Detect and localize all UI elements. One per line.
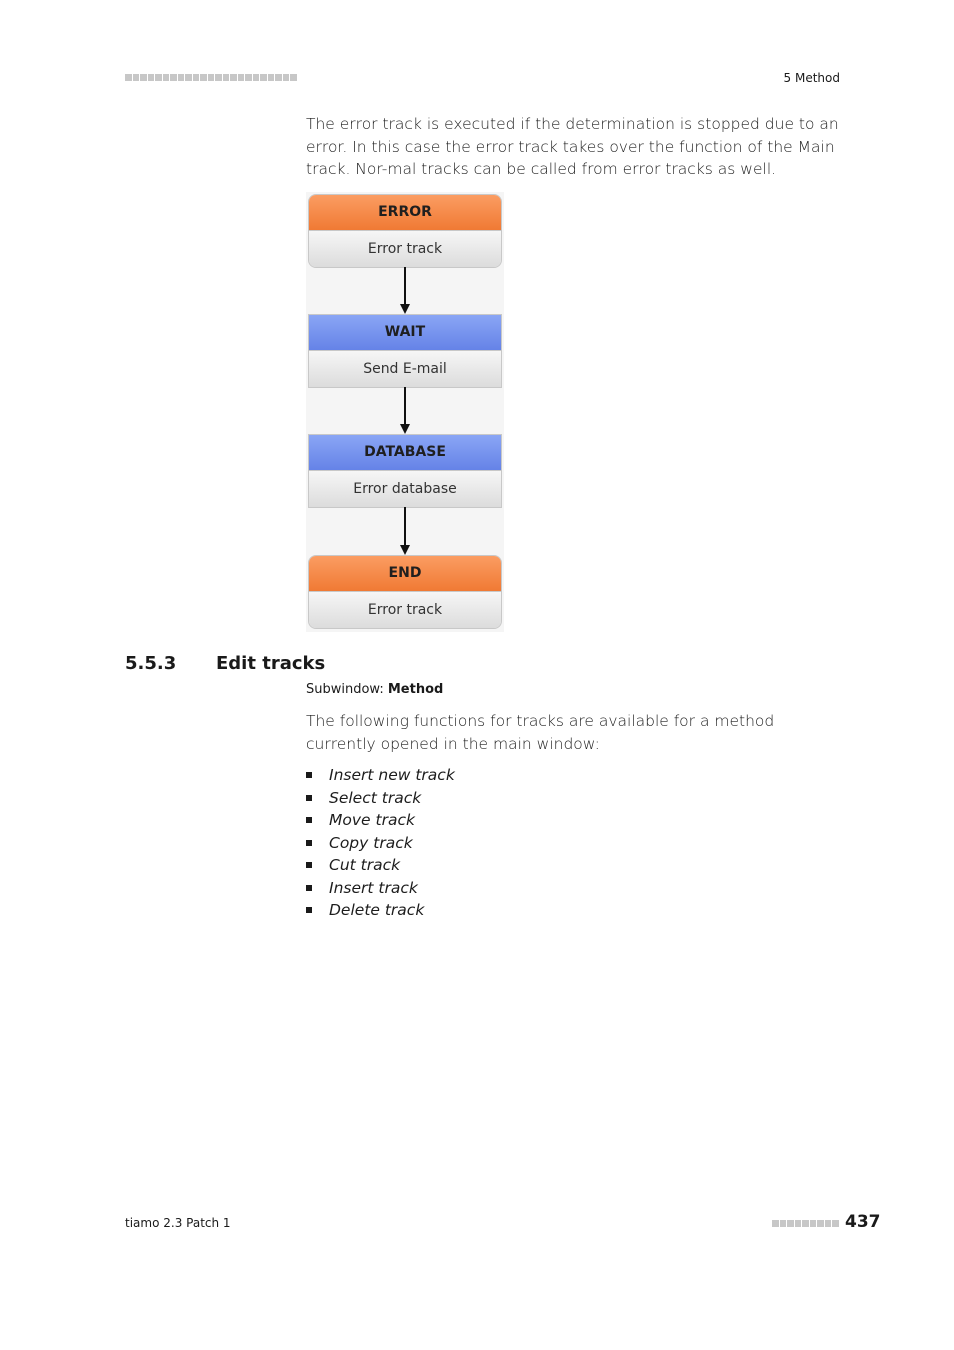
list-item-text: Move track — [329, 811, 415, 830]
flow-node-command: WAIT — [309, 315, 501, 350]
list-item-text: Cut track — [329, 856, 401, 875]
bullet-icon — [306, 862, 312, 868]
subwindow-label: Subwindow: — [306, 682, 384, 697]
list-item — [306, 877, 455, 900]
footer-product: tiamo 2.3 Patch 1 — [125, 1216, 231, 1230]
header-decoration — [125, 74, 297, 81]
flow-connector — [404, 267, 406, 304]
flow-connector — [404, 387, 406, 424]
bullet-icon — [306, 817, 312, 823]
list-item-text: Delete track — [329, 901, 425, 920]
flow-node-command: DATABASE — [309, 435, 501, 470]
list-item — [306, 809, 455, 832]
list-item — [306, 764, 455, 787]
subwindow-value: Method — [387, 682, 444, 697]
section-paragraph: The following functions for tracks are available for a method currently opened in the main window: — [306, 712, 775, 753]
page-number: 437 — [845, 1212, 881, 1232]
section-title: Edit tracks — [216, 653, 326, 674]
flow-node-wait — [308, 314, 502, 388]
intro-paragraph: The error track is executed if the determination is stopped due to an error. In this case the error track takes over the function of the Main track. Nor-mal tracks can be called from error tracks as well. — [306, 115, 839, 178]
bullet-icon — [306, 840, 312, 846]
list-item-text: Insert track — [329, 878, 418, 897]
arrow-down-icon — [400, 424, 410, 434]
list-item — [306, 854, 455, 877]
flow-node-command: ERROR — [309, 195, 501, 230]
list-item-text: Copy track — [329, 833, 413, 852]
arrow-down-icon — [400, 545, 410, 555]
track-functions-list — [306, 764, 455, 922]
list-item — [306, 787, 455, 810]
flow-node-command: END — [309, 556, 501, 591]
list-item — [306, 832, 455, 855]
error-track-flowchart — [306, 192, 504, 632]
running-header-chapter: 5 Method — [783, 71, 840, 85]
flow-node-label: Error track — [309, 230, 501, 267]
arrow-down-icon — [400, 304, 410, 314]
flow-node-database — [308, 434, 502, 508]
flow-node-end — [308, 555, 502, 629]
flow-node-label: Error track — [309, 591, 501, 628]
list-item-text: Insert new track — [329, 766, 455, 785]
flow-node-error — [308, 194, 502, 268]
section-number: 5.5.3 — [125, 653, 177, 674]
bullet-icon — [306, 795, 312, 801]
flow-node-label: Error database — [309, 470, 501, 507]
list-item — [306, 899, 455, 922]
flow-node-label: Send E-mail — [309, 350, 501, 387]
footer-decoration — [772, 1220, 839, 1227]
bullet-icon — [306, 885, 312, 891]
bullet-icon — [306, 772, 312, 778]
list-item-text: Select track — [329, 788, 422, 807]
bullet-icon — [306, 907, 312, 913]
subwindow-note — [306, 682, 443, 697]
flow-connector — [404, 507, 406, 545]
